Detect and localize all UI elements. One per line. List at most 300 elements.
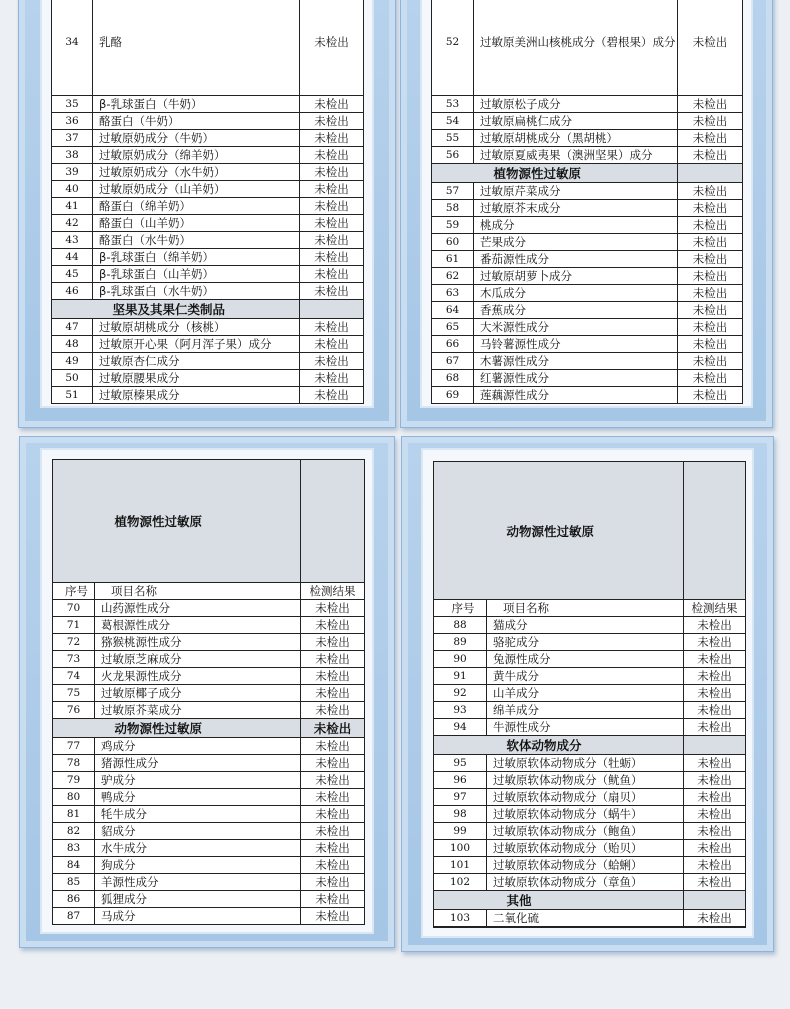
category-spacer bbox=[52, 300, 93, 319]
column-header-no: 序号 bbox=[434, 600, 487, 617]
item-name: 牦牛成分 bbox=[95, 806, 301, 823]
category-spacer bbox=[432, 164, 474, 183]
item-name: 过敏原开心果（阿月浑子果）成分 bbox=[93, 336, 300, 353]
test-result: 未检出 bbox=[684, 719, 746, 736]
category-row bbox=[432, 164, 743, 183]
category-label: 植物源性过敏原 bbox=[474, 164, 678, 183]
item-name: 大米源性成分 bbox=[474, 319, 678, 336]
test-result: 未检出 bbox=[301, 789, 365, 806]
table-row bbox=[53, 617, 365, 634]
table-row bbox=[53, 685, 365, 702]
row-number: 63 bbox=[432, 285, 474, 302]
test-result: 未检出 bbox=[301, 617, 365, 634]
category-spacer bbox=[434, 891, 487, 910]
test-result: 未检出 bbox=[301, 908, 365, 925]
test-result: 未检出 bbox=[301, 702, 365, 719]
column-header-name: 项目名称 bbox=[95, 583, 301, 600]
row-number: 35 bbox=[52, 96, 93, 113]
row-number: 49 bbox=[52, 353, 93, 370]
table-row bbox=[434, 617, 746, 634]
row-number: 61 bbox=[432, 251, 474, 268]
category-spacer bbox=[53, 719, 95, 738]
column-header-no: 序号 bbox=[53, 583, 95, 600]
item-name: 过敏原软体动物成分（蛤蜊） bbox=[487, 857, 684, 874]
table-row bbox=[53, 755, 365, 772]
table-row bbox=[52, 181, 364, 198]
test-result: 未检出 bbox=[300, 96, 364, 113]
table-row bbox=[432, 251, 743, 268]
row-number: 72 bbox=[53, 634, 95, 651]
category-result bbox=[301, 460, 365, 583]
test-result: 未检出 bbox=[684, 651, 746, 668]
row-number: 98 bbox=[434, 806, 487, 823]
item-name: 乳酪 bbox=[93, 0, 300, 96]
item-name: 酪蛋白（绵羊奶） bbox=[93, 198, 300, 215]
row-number: 85 bbox=[53, 874, 95, 891]
test-result: 未检出 bbox=[678, 183, 743, 200]
row-number: 54 bbox=[432, 113, 474, 130]
test-result: 未检出 bbox=[684, 806, 746, 823]
item-name: 酪蛋白（牛奶） bbox=[93, 113, 300, 130]
test-result: 未检出 bbox=[678, 319, 743, 336]
table-row bbox=[434, 651, 746, 668]
item-name: β-乳球蛋白（绵羊奶） bbox=[93, 249, 300, 266]
row-number: 34 bbox=[52, 0, 93, 96]
table-row bbox=[52, 164, 364, 181]
row-number: 58 bbox=[432, 200, 474, 217]
test-result: 未检出 bbox=[684, 823, 746, 840]
item-name: 过敏原软体动物成分（牡蛎） bbox=[487, 755, 684, 772]
allergen-table-3 bbox=[52, 459, 365, 925]
test-result: 未检出 bbox=[300, 370, 364, 387]
item-name: 番茄源性成分 bbox=[474, 251, 678, 268]
row-number: 103 bbox=[434, 910, 487, 927]
item-name: 木瓜成分 bbox=[474, 285, 678, 302]
table-row bbox=[432, 0, 743, 96]
category-row bbox=[53, 460, 365, 583]
test-result: 未检出 bbox=[684, 702, 746, 719]
test-result: 未检出 bbox=[300, 319, 364, 336]
row-number: 81 bbox=[53, 806, 95, 823]
test-result: 未检出 bbox=[684, 874, 746, 891]
test-result: 未检出 bbox=[301, 772, 365, 789]
item-name: 过敏原胡桃成分（核桃） bbox=[93, 319, 300, 336]
test-result: 未检出 bbox=[300, 336, 364, 353]
test-result: 未检出 bbox=[300, 266, 364, 283]
table-row bbox=[432, 113, 743, 130]
item-name: 羊源性成分 bbox=[95, 874, 301, 891]
row-number: 91 bbox=[434, 668, 487, 685]
row-number: 74 bbox=[53, 668, 95, 685]
item-name: 过敏原椰子成分 bbox=[95, 685, 301, 702]
row-number: 39 bbox=[52, 164, 93, 181]
item-name: 过敏原奶成分（绵羊奶） bbox=[93, 147, 300, 164]
row-number: 96 bbox=[434, 772, 487, 789]
row-number: 55 bbox=[432, 130, 474, 147]
test-result: 未检出 bbox=[301, 823, 365, 840]
table-row bbox=[53, 840, 365, 857]
category-result bbox=[300, 300, 364, 319]
table-row bbox=[434, 806, 746, 823]
item-name: 绵羊成分 bbox=[487, 702, 684, 719]
row-number: 50 bbox=[52, 370, 93, 387]
table-row bbox=[434, 874, 746, 891]
item-name: 猪源性成分 bbox=[95, 755, 301, 772]
test-result: 未检出 bbox=[301, 755, 365, 772]
item-name: 过敏原软体动物成分（扇贝） bbox=[487, 789, 684, 806]
row-number: 102 bbox=[434, 874, 487, 891]
row-number: 101 bbox=[434, 857, 487, 874]
table-row bbox=[434, 719, 746, 736]
blank-cell bbox=[487, 927, 684, 928]
item-name: 兔源性成分 bbox=[487, 651, 684, 668]
row-number: 79 bbox=[53, 772, 95, 789]
table-row bbox=[52, 198, 364, 215]
table-row bbox=[53, 891, 365, 908]
item-name: 貂成分 bbox=[95, 823, 301, 840]
test-result: 未检出 bbox=[678, 251, 743, 268]
test-result: 未检出 bbox=[684, 634, 746, 651]
table-row bbox=[53, 823, 365, 840]
item-name: β-乳球蛋白（牛奶） bbox=[93, 96, 300, 113]
row-number: 84 bbox=[53, 857, 95, 874]
column-header-name: 项目名称 bbox=[487, 600, 684, 617]
row-number: 88 bbox=[434, 617, 487, 634]
item-name: 狗成分 bbox=[95, 857, 301, 874]
test-result: 未检出 bbox=[301, 840, 365, 857]
test-result: 未检出 bbox=[678, 336, 743, 353]
table-row bbox=[432, 130, 743, 147]
row-number: 37 bbox=[52, 130, 93, 147]
test-result: 未检出 bbox=[678, 0, 743, 96]
row-number: 92 bbox=[434, 685, 487, 702]
row-number: 94 bbox=[434, 719, 487, 736]
category-spacer bbox=[434, 736, 487, 755]
item-name: 过敏原奶成分（水牛奶） bbox=[93, 164, 300, 181]
table-header-row bbox=[53, 583, 365, 600]
test-result: 未检出 bbox=[678, 200, 743, 217]
category-label: 其他 bbox=[487, 891, 684, 910]
row-number: 42 bbox=[52, 215, 93, 232]
test-result: 未检出 bbox=[301, 685, 365, 702]
test-result: 未检出 bbox=[678, 147, 743, 164]
table-row bbox=[53, 634, 365, 651]
table-row bbox=[434, 840, 746, 857]
row-number: 44 bbox=[52, 249, 93, 266]
test-result: 未检出 bbox=[300, 164, 364, 181]
table-row bbox=[53, 857, 365, 874]
item-name: 芒果成分 bbox=[474, 234, 678, 251]
test-result: 未检出 bbox=[678, 353, 743, 370]
item-name: 红薯源性成分 bbox=[474, 370, 678, 387]
item-name: 过敏原胡萝卜成分 bbox=[474, 268, 678, 285]
row-number: 86 bbox=[53, 891, 95, 908]
row-number: 93 bbox=[434, 702, 487, 719]
test-result: 未检出 bbox=[300, 113, 364, 130]
table-row bbox=[52, 266, 364, 283]
row-number: 99 bbox=[434, 823, 487, 840]
row-number: 41 bbox=[52, 198, 93, 215]
row-number: 100 bbox=[434, 840, 487, 857]
category-label: 动物源性过敏原 bbox=[487, 462, 684, 600]
category-result bbox=[678, 164, 743, 183]
table-row bbox=[52, 0, 364, 96]
row-number: 80 bbox=[53, 789, 95, 806]
table-row bbox=[434, 910, 746, 927]
table-row bbox=[52, 232, 364, 249]
category-result bbox=[684, 891, 746, 910]
table-row bbox=[434, 823, 746, 840]
category-label: 植物源性过敏原 bbox=[95, 460, 301, 583]
row-number: 68 bbox=[432, 370, 474, 387]
table-row bbox=[52, 249, 364, 266]
test-result: 未检出 bbox=[301, 634, 365, 651]
test-result: 未检出 bbox=[684, 685, 746, 702]
table-row bbox=[52, 215, 364, 232]
table-row bbox=[432, 183, 743, 200]
row-number: 67 bbox=[432, 353, 474, 370]
table-row bbox=[434, 634, 746, 651]
test-result: 未检出 bbox=[300, 232, 364, 249]
test-result: 未检出 bbox=[684, 668, 746, 685]
item-name: β-乳球蛋白（水牛奶） bbox=[93, 283, 300, 300]
table-row bbox=[52, 96, 364, 113]
test-result: 未检出 bbox=[684, 857, 746, 874]
item-name: 香蕉成分 bbox=[474, 302, 678, 319]
item-name: 过敏原榛果成分 bbox=[93, 387, 300, 404]
test-result: 未检出 bbox=[678, 302, 743, 319]
test-result: 未检出 bbox=[300, 147, 364, 164]
table-row bbox=[53, 651, 365, 668]
table-header-row bbox=[434, 600, 746, 617]
table-row bbox=[52, 387, 364, 404]
test-result: 未检出 bbox=[684, 772, 746, 789]
category-row bbox=[434, 736, 746, 755]
table-row bbox=[434, 755, 746, 772]
category-spacer bbox=[53, 460, 95, 583]
item-name: 鸡成分 bbox=[95, 738, 301, 755]
category-result bbox=[684, 462, 746, 600]
table-row bbox=[53, 738, 365, 755]
table-row bbox=[52, 130, 364, 147]
table-row bbox=[52, 113, 364, 130]
test-result: 未检出 bbox=[678, 285, 743, 302]
table-row bbox=[432, 96, 743, 113]
row-number: 66 bbox=[432, 336, 474, 353]
table-row bbox=[52, 283, 364, 300]
item-name: 过敏原杏仁成分 bbox=[93, 353, 300, 370]
item-name: 桃成分 bbox=[474, 217, 678, 234]
test-result: 未检出 bbox=[678, 113, 743, 130]
row-number: 95 bbox=[434, 755, 487, 772]
table-row bbox=[53, 789, 365, 806]
test-result: 未检出 bbox=[678, 387, 743, 404]
blank-cell bbox=[434, 927, 487, 928]
item-name: 马铃薯源性成分 bbox=[474, 336, 678, 353]
item-name: 火龙果源性成分 bbox=[95, 668, 301, 685]
table-row bbox=[432, 234, 743, 251]
row-number: 57 bbox=[432, 183, 474, 200]
row-number: 51 bbox=[52, 387, 93, 404]
test-result: 未检出 bbox=[678, 370, 743, 387]
table-row bbox=[432, 200, 743, 217]
table-row bbox=[434, 702, 746, 719]
category-result bbox=[684, 736, 746, 755]
item-name: 木薯源性成分 bbox=[474, 353, 678, 370]
item-name: 鸭成分 bbox=[95, 789, 301, 806]
row-number: 76 bbox=[53, 702, 95, 719]
item-name: 过敏原奶成分（牛奶） bbox=[93, 130, 300, 147]
row-number: 97 bbox=[434, 789, 487, 806]
item-name: 过敏原芹菜成分 bbox=[474, 183, 678, 200]
category-result: 未检出 bbox=[301, 719, 365, 738]
row-number: 43 bbox=[52, 232, 93, 249]
test-result: 未检出 bbox=[684, 910, 746, 927]
test-result: 未检出 bbox=[301, 874, 365, 891]
item-name: 过敏原软体动物成分（贻贝） bbox=[487, 840, 684, 857]
item-name: 水牛成分 bbox=[95, 840, 301, 857]
row-number: 78 bbox=[53, 755, 95, 772]
row-number: 48 bbox=[52, 336, 93, 353]
test-result: 未检出 bbox=[300, 130, 364, 147]
test-result: 未检出 bbox=[684, 617, 746, 634]
row-number: 69 bbox=[432, 387, 474, 404]
item-name: 猫成分 bbox=[487, 617, 684, 634]
item-name: 过敏原奶成分（山羊奶） bbox=[93, 181, 300, 198]
table-row bbox=[432, 285, 743, 302]
table-row bbox=[434, 772, 746, 789]
item-name: 酪蛋白（山羊奶） bbox=[93, 215, 300, 232]
row-number: 82 bbox=[53, 823, 95, 840]
table-row bbox=[53, 908, 365, 925]
row-number: 62 bbox=[432, 268, 474, 285]
item-name: 过敏原胡桃成分（黑胡桃） bbox=[474, 130, 678, 147]
test-result: 未检出 bbox=[300, 249, 364, 266]
row-number: 56 bbox=[432, 147, 474, 164]
table-row bbox=[52, 370, 364, 387]
row-number: 73 bbox=[53, 651, 95, 668]
test-result: 未检出 bbox=[300, 387, 364, 404]
item-name: 酪蛋白（水牛奶） bbox=[93, 232, 300, 249]
blank-row bbox=[434, 927, 746, 928]
row-number: 70 bbox=[53, 600, 95, 617]
table-row bbox=[432, 147, 743, 164]
test-result: 未检出 bbox=[678, 234, 743, 251]
row-number: 83 bbox=[53, 840, 95, 857]
blank-cell bbox=[684, 927, 746, 928]
item-name: 山药源性成分 bbox=[95, 600, 301, 617]
row-number: 59 bbox=[432, 217, 474, 234]
table-row bbox=[53, 772, 365, 789]
table-row bbox=[52, 319, 364, 336]
item-name: 骆驼成分 bbox=[487, 634, 684, 651]
row-number: 64 bbox=[432, 302, 474, 319]
test-result: 未检出 bbox=[301, 857, 365, 874]
row-number: 90 bbox=[434, 651, 487, 668]
table-row bbox=[52, 353, 364, 370]
row-number: 60 bbox=[432, 234, 474, 251]
row-number: 89 bbox=[434, 634, 487, 651]
test-result: 未检出 bbox=[678, 130, 743, 147]
item-name: 过敏原夏威夷果（澳洲坚果）成分 bbox=[474, 147, 678, 164]
test-result: 未检出 bbox=[300, 181, 364, 198]
row-number: 47 bbox=[52, 319, 93, 336]
category-row bbox=[53, 719, 365, 738]
table-row bbox=[432, 302, 743, 319]
category-row bbox=[434, 891, 746, 910]
test-result: 未检出 bbox=[678, 217, 743, 234]
item-name: 猕猴桃源性成分 bbox=[95, 634, 301, 651]
table-row bbox=[53, 600, 365, 617]
table-row bbox=[432, 353, 743, 370]
table-row bbox=[53, 874, 365, 891]
test-result: 未检出 bbox=[301, 668, 365, 685]
row-number: 53 bbox=[432, 96, 474, 113]
test-result: 未检出 bbox=[301, 891, 365, 908]
table-row bbox=[432, 217, 743, 234]
item-name: 过敏原扁桃仁成分 bbox=[474, 113, 678, 130]
category-row bbox=[52, 300, 364, 319]
table-row bbox=[434, 668, 746, 685]
row-number: 40 bbox=[52, 181, 93, 198]
row-number: 65 bbox=[432, 319, 474, 336]
item-name: 莲藕源性成分 bbox=[474, 387, 678, 404]
test-result: 未检出 bbox=[300, 283, 364, 300]
test-result: 未检出 bbox=[301, 806, 365, 823]
test-result: 未检出 bbox=[684, 755, 746, 772]
test-result: 未检出 bbox=[300, 198, 364, 215]
column-header-result: 检测结果 bbox=[684, 600, 746, 617]
table-row bbox=[434, 857, 746, 874]
allergen-table-4 bbox=[433, 461, 746, 928]
item-name: 过敏原软体动物成分（蜗牛） bbox=[487, 806, 684, 823]
item-name: 过敏原软体动物成分（鲍鱼） bbox=[487, 823, 684, 840]
item-name: 葛根源性成分 bbox=[95, 617, 301, 634]
row-number: 46 bbox=[52, 283, 93, 300]
table-row bbox=[432, 387, 743, 404]
test-result: 未检出 bbox=[678, 96, 743, 113]
column-header-result: 检测结果 bbox=[301, 583, 365, 600]
table-row bbox=[434, 685, 746, 702]
item-name: 过敏原芥菜成分 bbox=[95, 702, 301, 719]
item-name: 过敏原软体动物成分（鱿鱼） bbox=[487, 772, 684, 789]
item-name: 黄牛成分 bbox=[487, 668, 684, 685]
row-number: 71 bbox=[53, 617, 95, 634]
table-row bbox=[53, 806, 365, 823]
test-result: 未检出 bbox=[301, 600, 365, 617]
row-number: 38 bbox=[52, 147, 93, 164]
test-result: 未检出 bbox=[300, 0, 364, 96]
row-number: 52 bbox=[432, 0, 474, 96]
item-name: 二氧化硫 bbox=[487, 910, 684, 927]
test-result: 未检出 bbox=[300, 215, 364, 232]
table-row bbox=[53, 702, 365, 719]
table-row bbox=[432, 319, 743, 336]
item-name: 狐狸成分 bbox=[95, 891, 301, 908]
row-number: 45 bbox=[52, 266, 93, 283]
table-row bbox=[52, 336, 364, 353]
table-row bbox=[432, 336, 743, 353]
category-spacer bbox=[434, 462, 487, 600]
item-name: 牛源性成分 bbox=[487, 719, 684, 736]
item-name: 过敏原松子成分 bbox=[474, 96, 678, 113]
row-number: 75 bbox=[53, 685, 95, 702]
test-result: 未检出 bbox=[678, 268, 743, 285]
allergen-table-2 bbox=[431, 0, 743, 404]
category-row bbox=[434, 462, 746, 600]
item-name: 过敏原芥末成分 bbox=[474, 200, 678, 217]
table-row bbox=[52, 147, 364, 164]
